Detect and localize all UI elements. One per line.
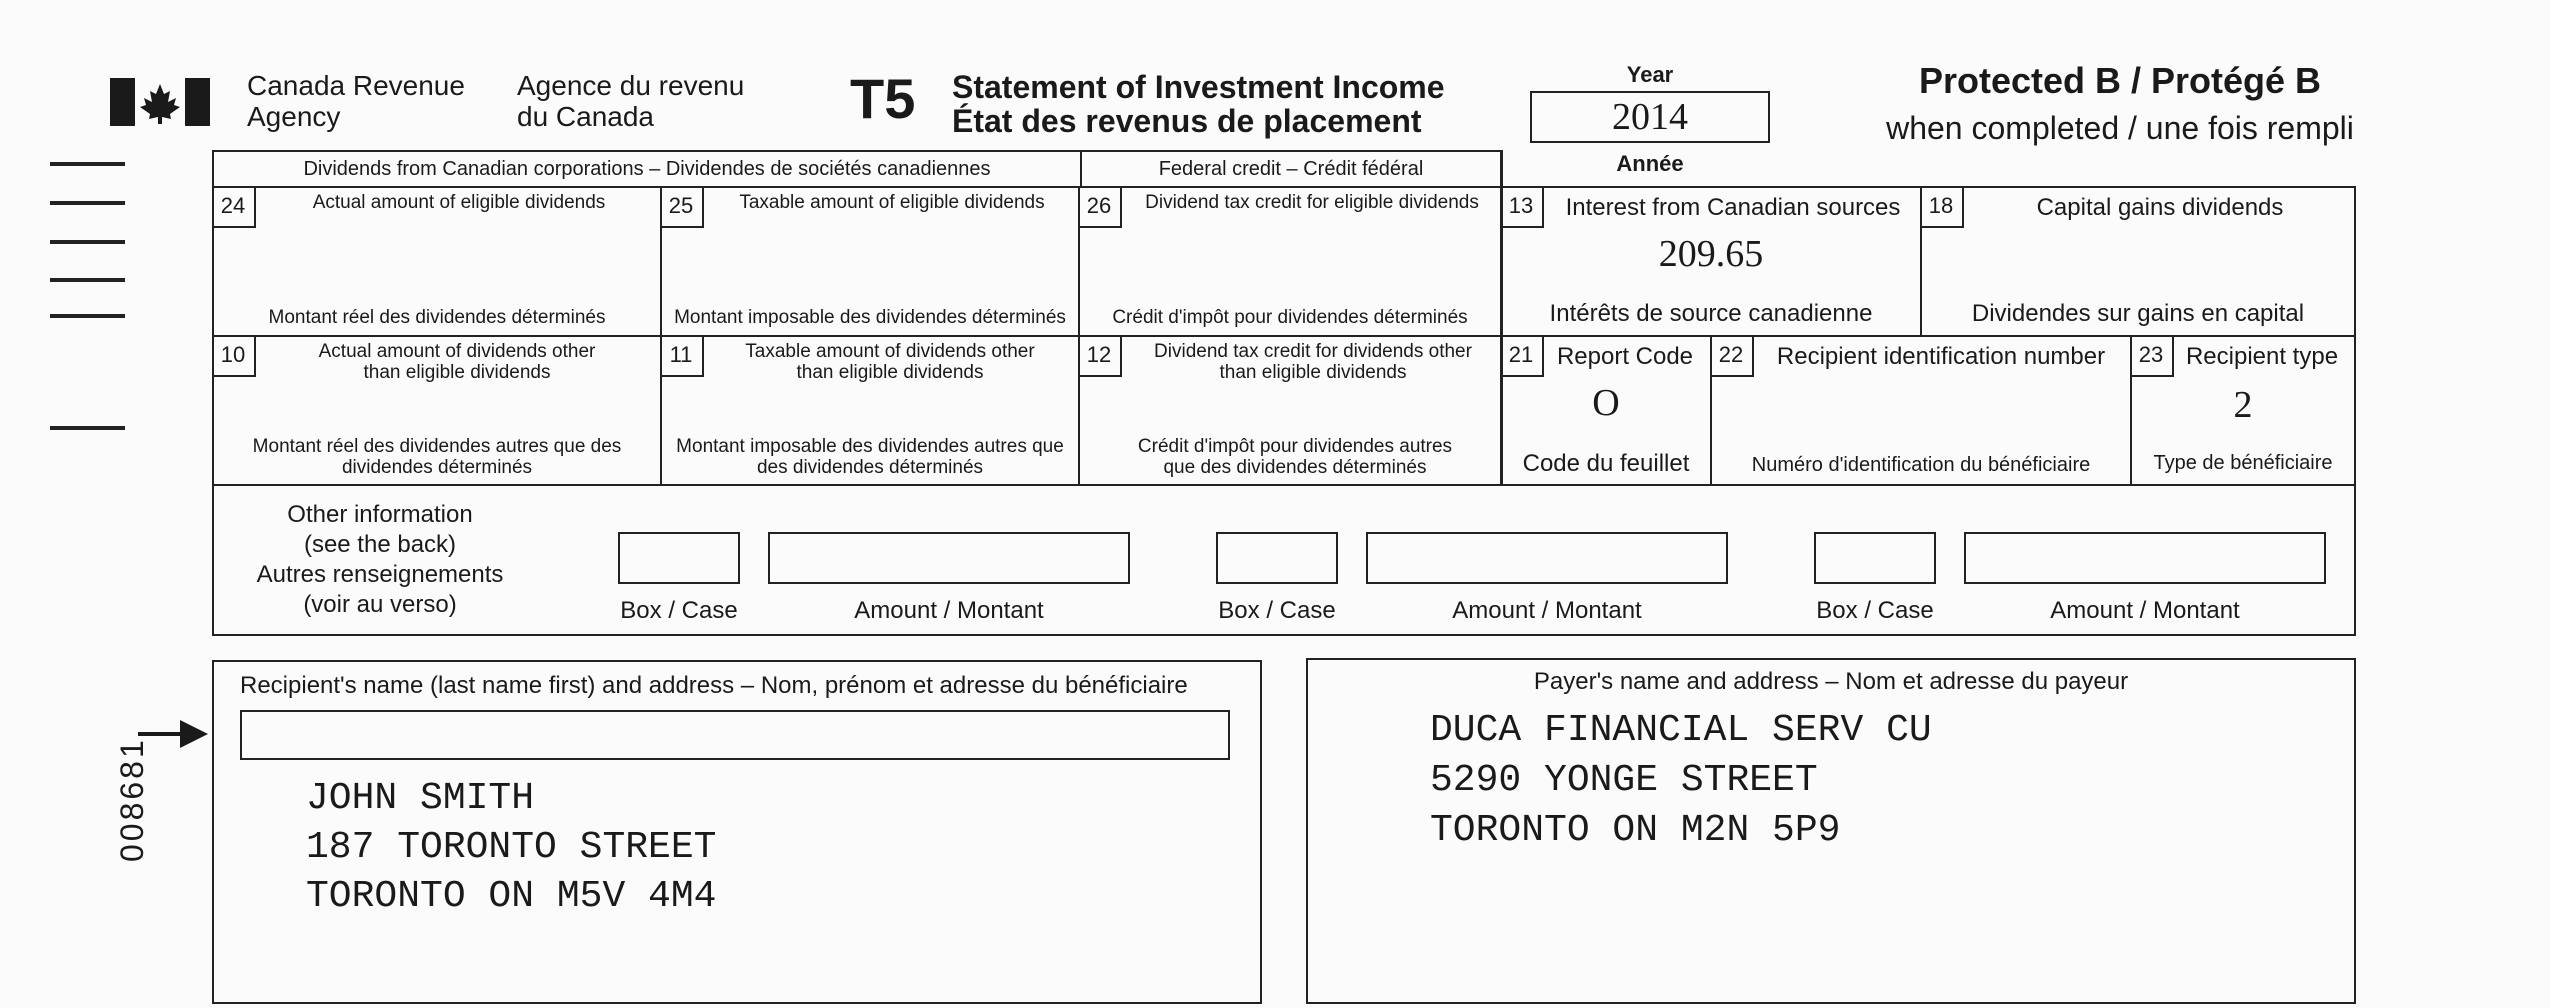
payer-name: DUCA FINANCIAL SERV CU <box>1430 709 1932 752</box>
box-23[interactable] <box>2130 335 2356 486</box>
amount-caption: Amount / Montant <box>2050 597 2240 624</box>
box-label-en: Capital gains dividends <box>2036 194 2284 221</box>
box-number: 25 <box>660 186 704 228</box>
recipient-type-value: 2 <box>2233 384 2253 426</box>
box-label-en: Recipient type <box>2185 343 2339 370</box>
margin-mark <box>50 278 125 282</box>
margin-mark <box>50 314 125 318</box>
protected-label: Protected B / Protégé B <box>1918 60 2322 101</box>
recipient-label: Recipient's name (last name first) and address – Nom, prénom et adresse du bénéficiaire <box>240 672 1188 699</box>
agency-fr-line2: du Canada <box>517 101 655 132</box>
box-10[interactable] <box>212 335 662 486</box>
recipient-name: JOHN SMITH <box>306 777 535 820</box>
box-label-fr: Dividendes sur gains en capital <box>1971 300 2305 327</box>
other-info-line: (voir au verso) <box>303 591 457 618</box>
box-label-en: Actual amount of dividends other than eligible dividends <box>318 341 596 383</box>
box-number: 11 <box>660 335 704 377</box>
other-amount-field[interactable] <box>768 532 1130 584</box>
box-number: 12 <box>1078 335 1122 377</box>
other-box-code-field[interactable] <box>618 532 740 584</box>
year-field[interactable] <box>1530 91 1770 143</box>
report-code-value: O <box>1592 382 1620 424</box>
other-amount-field[interactable] <box>1366 532 1728 584</box>
federal-credit-header-text: Federal credit – Crédit fédéral <box>1158 158 1424 180</box>
box-caption: Box / Case <box>1218 597 1336 624</box>
serial-number: 008681 <box>114 737 150 862</box>
amount-caption: Amount / Montant <box>1452 597 1642 624</box>
box-caption: Box / Case <box>1816 597 1934 624</box>
payer-street: 5290 YONGE STREET <box>1430 759 1818 802</box>
recipient-city: TORONTO ON M5V 4M4 <box>306 875 717 918</box>
interest-value: 209.65 <box>1658 233 1764 275</box>
box-21[interactable] <box>1500 335 1712 486</box>
protected-sub: when completed / une fois rempli <box>1886 110 2354 146</box>
box-number: 18 <box>1920 186 1964 228</box>
box-11[interactable] <box>660 335 1080 486</box>
margin-mark <box>50 240 125 244</box>
other-info-line: Autres renseignements <box>256 561 504 588</box>
payer-address <box>1430 706 1932 856</box>
form-title <box>952 70 1445 138</box>
other-info-line: (see the back) <box>303 531 457 558</box>
box-label-fr: Montant imposable des dividendes déterminés <box>674 307 1066 328</box>
box-label-fr: Code du feuillet <box>1522 450 1690 477</box>
other-box-code-field[interactable] <box>1814 532 1936 584</box>
box-label-en: Interest from Canadian sources <box>1565 194 1901 221</box>
amount-caption: Amount / Montant <box>854 597 1044 624</box>
box-number: 26 <box>1078 186 1122 228</box>
box-label-fr: Montant imposable des dividendes autres que des dividendes déterminés <box>676 436 1064 478</box>
box-label-fr: Crédit d'impôt pour dividendes déterminés <box>1112 307 1468 328</box>
year-value: 2014 <box>1612 96 1688 138</box>
box-label-en: Dividend tax credit for eligible dividends <box>1145 192 1479 213</box>
box-label-en: Recipient identification number <box>1776 343 2106 370</box>
recipient-name-field[interactable] <box>240 710 1230 760</box>
other-info-label <box>230 500 530 620</box>
box-label-en: Dividend tax credit for dividends other than eligible dividends <box>1154 341 1472 383</box>
box-number: 10 <box>212 335 256 377</box>
box-label-fr: Type de bénéficiaire <box>2153 452 2333 474</box>
box-label-fr: Intérêts de source canadienne <box>1549 300 1873 327</box>
form-code: T5 <box>850 67 916 130</box>
federal-credit-header <box>1080 150 1502 188</box>
box-label-fr: Numéro d'identification du bénéficiaire <box>1751 454 2091 476</box>
form-title-en: Statement of Investment Income <box>952 69 1445 105</box>
other-amount-field[interactable] <box>1964 532 2326 584</box>
box-number: 22 <box>1710 335 1754 377</box>
box-22[interactable] <box>1710 335 2132 486</box>
payer-section <box>1306 658 2356 1004</box>
box-label-fr: Crédit d'impôt pour dividendes autres que des dividendes déterminés <box>1137 436 1453 478</box>
box-label-fr: Montant réel des dividendes autres que des dividendes déterminés <box>252 436 622 478</box>
year-label: Year <box>1626 62 1674 87</box>
year-label-fr: Année <box>1616 151 1684 176</box>
dividends-header-text: Dividends from Canadian corporations – Dividendes de sociétés canadiennes <box>303 158 991 180</box>
agency-en-line1: Canada Revenue <box>247 70 465 101</box>
box-caption: Box / Case <box>620 597 738 624</box>
box-number: 24 <box>212 186 256 228</box>
box-number: 13 <box>1500 186 1544 228</box>
agency-en-line2: Agency <box>247 101 341 132</box>
box-26[interactable] <box>1078 186 1502 336</box>
agency-en <box>247 70 465 132</box>
box-number: 21 <box>1500 335 1544 377</box>
agency-fr <box>517 70 744 132</box>
recipient-street: 187 TORONTO STREET <box>306 826 717 869</box>
recipient-section <box>212 660 1262 1004</box>
payer-label: Payer's name and address – Nom et adresse du payeur <box>1533 668 2129 695</box>
box-12[interactable] <box>1078 335 1502 486</box>
box-label-en: Actual amount of eligible dividends <box>312 192 606 213</box>
box-number: 23 <box>2130 335 2174 377</box>
box-18[interactable] <box>1920 186 2356 336</box>
box-label-en: Taxable amount of eligible dividends <box>739 192 1045 213</box>
box-25[interactable] <box>660 186 1080 336</box>
payer-city: TORONTO ON M2N 5P9 <box>1430 809 1841 852</box>
other-info-line: Other information <box>287 501 473 528</box>
box-13[interactable] <box>1500 186 1922 336</box>
box-24[interactable] <box>212 186 662 336</box>
canada-flag-icon <box>110 78 210 126</box>
margin-mark <box>50 426 125 430</box>
dividends-header <box>212 150 1082 188</box>
box-label-en: Taxable amount of dividends other than eligible dividends <box>745 341 1035 383</box>
margin-mark <box>50 201 125 205</box>
other-box-code-field[interactable] <box>1216 532 1338 584</box>
margin-mark <box>50 162 125 166</box>
agency-fr-line1: Agence du revenu <box>517 70 745 101</box>
box-label-en: Report Code <box>1556 343 1694 370</box>
box-label-fr: Montant réel des dividendes déterminés <box>268 307 606 328</box>
recipient-address <box>306 774 716 921</box>
form-title-fr: État des revenus de placement <box>952 103 1422 139</box>
